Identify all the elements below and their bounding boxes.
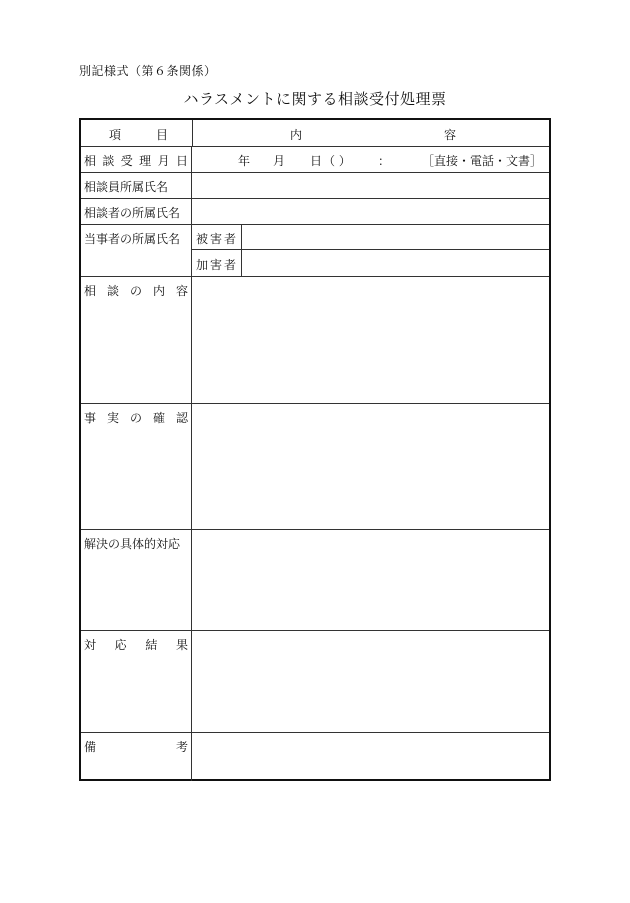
victim-label <box>192 224 242 249</box>
perpetrator-subrow <box>192 250 549 276</box>
label-text: 相談員所属氏名 <box>84 180 169 194</box>
label-char: 認 <box>175 411 188 425</box>
remarks-field[interactable] <box>192 732 549 781</box>
label-char: 容 <box>175 284 188 298</box>
fact-confirmation-row <box>81 403 549 530</box>
label-char: 日 <box>175 154 188 168</box>
label-char: 考 <box>175 740 188 754</box>
result-row <box>81 630 549 733</box>
fact-confirmation-label <box>81 403 192 529</box>
consulter-name-field[interactable] <box>192 198 549 224</box>
label-char: 果 <box>175 638 188 652</box>
year-label: 年 <box>238 154 251 168</box>
consultant-name-label <box>81 172 192 198</box>
item-header-char-2: 目 <box>156 128 169 142</box>
reception-date-field[interactable] <box>192 146 549 172</box>
reception-date-label <box>81 146 192 172</box>
resolution-field[interactable] <box>192 529 549 630</box>
resolution-label <box>81 529 192 630</box>
month-label: 月 <box>273 154 286 168</box>
label-text: 相談者の所属氏名 <box>84 206 181 220</box>
reception-date-row <box>81 146 549 173</box>
victim-name-field[interactable] <box>241 224 549 249</box>
label-char: 実 <box>106 411 119 425</box>
consulter-name-label <box>81 198 192 224</box>
label-text: 解決の具体的対応 <box>84 537 181 551</box>
label-char: 談 <box>102 154 115 168</box>
consultant-name-row <box>81 172 549 199</box>
remarks-row <box>81 732 549 781</box>
label-char: 理 <box>139 154 152 168</box>
item-column-header <box>81 120 193 146</box>
fact-confirmation-field[interactable] <box>192 403 549 529</box>
parties-name-label <box>81 224 192 276</box>
victim-subrow <box>192 224 549 250</box>
label-char: 月 <box>157 154 170 168</box>
label-text: 当事者の所属氏名 <box>84 232 181 246</box>
label-char: 対 <box>84 638 97 652</box>
consultation-content-row <box>81 276 549 404</box>
day-label: 日 <box>310 154 323 168</box>
perpetrator-label <box>192 250 242 276</box>
label-char: 応 <box>114 638 127 652</box>
result-label <box>81 630 192 732</box>
label-char: の <box>129 284 142 298</box>
consulter-name-row <box>81 198 549 225</box>
consultation-form-table <box>79 118 551 781</box>
label-char: 内 <box>152 284 165 298</box>
time-colon: ： <box>378 154 391 168</box>
label-char: 談 <box>106 284 119 298</box>
victim-label-text: 被害者 <box>196 232 239 246</box>
result-field[interactable] <box>192 630 549 732</box>
consultation-content-field[interactable] <box>192 276 549 403</box>
item-header-char-1: 項 <box>109 128 122 142</box>
content-column-header <box>192 120 549 146</box>
parties-name-row <box>81 224 549 277</box>
form-title: ハラスメントに関する相談受付処理票 <box>183 90 447 108</box>
table-header-row <box>81 120 549 147</box>
label-char: 相 <box>84 154 97 168</box>
parties-name-cell <box>192 224 549 276</box>
remarks-label <box>81 732 192 781</box>
consultant-name-field[interactable] <box>192 172 549 198</box>
resolution-row <box>81 529 549 631</box>
consultation-content-label <box>81 276 192 403</box>
label-char: 受 <box>120 154 133 168</box>
perpetrator-label-text: 加害者 <box>196 258 239 272</box>
label-char: 確 <box>152 411 165 425</box>
reception-method-options: ［直接・電話・文書］ <box>422 154 543 168</box>
content-header-char-1: 内 <box>290 128 303 142</box>
label-char: 相 <box>84 284 97 298</box>
label-char: 備 <box>84 740 97 754</box>
label-char: の <box>129 411 142 425</box>
form-note: 別記様式（第６条関係） <box>79 64 217 78</box>
perpetrator-name-field[interactable] <box>241 250 549 276</box>
label-char: 事 <box>84 411 97 425</box>
content-header-char-2: 容 <box>444 128 457 142</box>
label-char: 結 <box>145 638 158 652</box>
weekday-label: （ ） <box>323 154 351 168</box>
